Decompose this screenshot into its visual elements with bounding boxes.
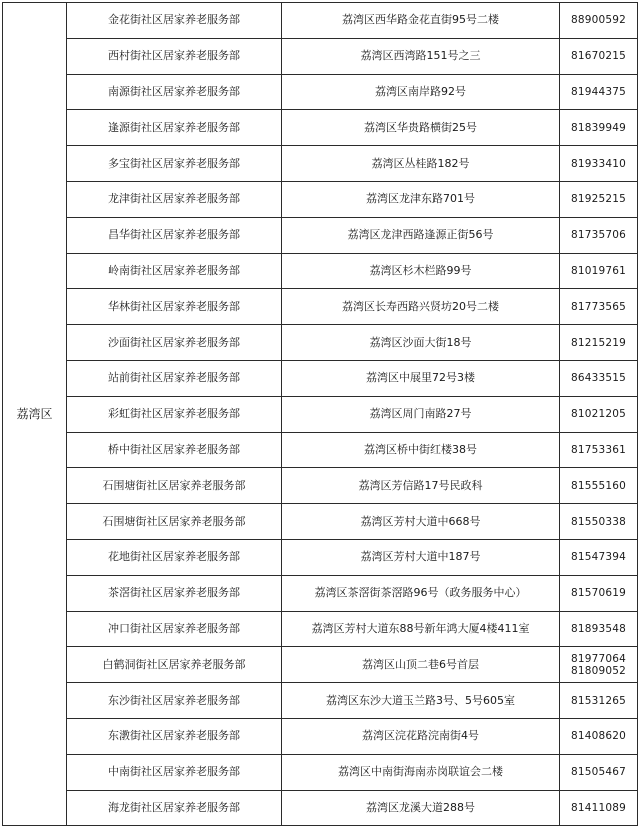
service-name-cell: 茶滘街社区居家养老服务部: [67, 575, 282, 611]
service-name-cell: 岭南街社区居家养老服务部: [67, 253, 282, 289]
phone-cell: [560, 396, 638, 432]
phone-number: 81531265: [570, 694, 627, 707]
phone-number: 81570619: [570, 587, 627, 600]
table-row: [3, 718, 638, 754]
address-cell: 荔湾区龙溪大道288号: [282, 790, 560, 826]
phone-number: 88900592: [570, 14, 627, 27]
service-name-cell: 东沙街社区居家养老服务部: [67, 683, 282, 719]
table-row: [3, 146, 638, 182]
phone-cell: [560, 38, 638, 74]
address-cell: 荔湾区沙面大街18号: [282, 325, 560, 361]
phone-number: 81411089: [570, 801, 627, 814]
phone-cell: [560, 611, 638, 647]
address-cell: 荔湾区西华路金花直街95号二楼: [282, 3, 560, 39]
table-row: [3, 647, 638, 683]
address-cell: 荔湾区中南街海南赤岗联谊会二楼: [282, 754, 560, 790]
phone-cell: [560, 74, 638, 110]
phone-number: 81773565: [570, 300, 627, 313]
address-cell: 荔湾区丛桂路182号: [282, 146, 560, 182]
address-cell: 荔湾区芳村大道中187号: [282, 539, 560, 575]
phone-number: 81550338: [570, 515, 627, 528]
service-name-cell: 南源街社区居家养老服务部: [67, 74, 282, 110]
service-name-cell: 桥中街社区居家养老服务部: [67, 432, 282, 468]
address-cell: 荔湾区芳村大道中668号: [282, 504, 560, 540]
table-row: [3, 38, 638, 74]
phone-number: 81977064: [570, 652, 627, 665]
phone-cell: [560, 253, 638, 289]
address-cell: 荔湾区浣花路浣南街4号: [282, 718, 560, 754]
phone-number: 81555160: [570, 479, 627, 492]
service-name-cell: 东漖街社区居家养老服务部: [67, 718, 282, 754]
table-row: [3, 253, 638, 289]
phone-cell: [560, 683, 638, 719]
phone-number: 81925215: [570, 193, 627, 206]
phone-cell: [560, 325, 638, 361]
service-name-cell: 彩虹街社区居家养老服务部: [67, 396, 282, 432]
phone-cell: [560, 3, 638, 39]
address-cell: 荔湾区长寿西路兴贤坊20号二楼: [282, 289, 560, 325]
phone-cell: [560, 754, 638, 790]
service-name-cell: 海龙街社区居家养老服务部: [67, 790, 282, 826]
phone-cell: [560, 146, 638, 182]
phone-cell: [560, 360, 638, 396]
service-name-cell: 西村街社区居家养老服务部: [67, 38, 282, 74]
phone-number: 81021205: [570, 408, 627, 421]
service-name-cell: 华林街社区居家养老服务部: [67, 289, 282, 325]
service-directory-table: [2, 2, 638, 826]
service-name-cell: 龙津街社区居家养老服务部: [67, 181, 282, 217]
table-row: [3, 110, 638, 146]
service-name-cell: 昌华街社区居家养老服务部: [67, 217, 282, 253]
phone-cell: [560, 647, 638, 683]
table-row: [3, 360, 638, 396]
service-name-cell: 中南街社区居家养老服务部: [67, 754, 282, 790]
table-row: [3, 539, 638, 575]
phone-number: 81735706: [570, 229, 627, 242]
phone-number: 81839949: [570, 121, 627, 134]
phone-number: 81505467: [570, 766, 627, 779]
service-name-cell: 逢源街社区居家养老服务部: [67, 110, 282, 146]
phone-number: 81753361: [570, 443, 627, 456]
address-cell: 荔湾区南岸路92号: [282, 74, 560, 110]
table-body: [3, 3, 638, 826]
phone-number: 81019761: [570, 264, 627, 277]
table-row: [3, 3, 638, 39]
service-name-cell: 石围塘街社区居家养老服务部: [67, 468, 282, 504]
phone-cell: [560, 217, 638, 253]
phone-cell: [560, 289, 638, 325]
address-cell: 荔湾区茶滘街茶滘路96号（政务服务中心）: [282, 575, 560, 611]
service-name-cell: 花地街社区居家养老服务部: [67, 539, 282, 575]
table-row: [3, 683, 638, 719]
phone-number: 81809052: [570, 664, 627, 677]
address-cell: 荔湾区西湾路151号之三: [282, 38, 560, 74]
phone-cell: [560, 432, 638, 468]
phone-cell: [560, 575, 638, 611]
table-row: [3, 217, 638, 253]
table-row: [3, 432, 638, 468]
phone-number: 81944375: [570, 85, 627, 98]
district-cell: 荔湾区: [3, 3, 67, 826]
table-row: [3, 468, 638, 504]
phone-cell: [560, 539, 638, 575]
table-row: [3, 504, 638, 540]
table-row: [3, 396, 638, 432]
address-cell: 荔湾区杉木栏路99号: [282, 253, 560, 289]
phone-cell: [560, 181, 638, 217]
phone-number: 81408620: [570, 730, 627, 743]
address-cell: 荔湾区龙津东路701号: [282, 181, 560, 217]
phone-cell: [560, 110, 638, 146]
phone-number: 86433515: [570, 372, 627, 385]
service-name-cell: 白鹤洞街社区居家养老服务部: [67, 647, 282, 683]
service-name-cell: 站前街社区居家养老服务部: [67, 360, 282, 396]
phone-number: 81893548: [570, 622, 627, 635]
phone-number: 81670215: [570, 50, 627, 63]
address-cell: 荔湾区周门南路27号: [282, 396, 560, 432]
table-row: [3, 325, 638, 361]
table-row: [3, 74, 638, 110]
address-cell: 荔湾区东沙大道玉兰路3号、5号605室: [282, 683, 560, 719]
phone-cell: [560, 790, 638, 826]
service-name-cell: 多宝街社区居家养老服务部: [67, 146, 282, 182]
service-name-cell: 冲口街社区居家养老服务部: [67, 611, 282, 647]
table-row: [3, 181, 638, 217]
phone-number: 81215219: [570, 336, 627, 349]
phone-cell: [560, 504, 638, 540]
phone-number: 81933410: [570, 157, 627, 170]
address-cell: 荔湾区芳村大道东88号新年鸿大厦4楼411室: [282, 611, 560, 647]
service-name-cell: 金花街社区居家养老服务部: [67, 3, 282, 39]
address-cell: 荔湾区华贵路横街25号: [282, 110, 560, 146]
table-row: [3, 575, 638, 611]
address-cell: 荔湾区龙津西路逢源正街56号: [282, 217, 560, 253]
table-row: [3, 289, 638, 325]
address-cell: 荔湾区中展里72号3楼: [282, 360, 560, 396]
phone-cell: [560, 718, 638, 754]
service-name-cell: 沙面街社区居家养老服务部: [67, 325, 282, 361]
address-cell: 荔湾区桥中街红楼38号: [282, 432, 560, 468]
address-cell: 荔湾区芳信路17号民政科: [282, 468, 560, 504]
table-row: [3, 611, 638, 647]
service-name-cell: 石围塘街社区居家养老服务部: [67, 504, 282, 540]
address-cell: 荔湾区山顶二巷6号首层: [282, 647, 560, 683]
table-row: [3, 754, 638, 790]
phone-cell: [560, 468, 638, 504]
table-row: [3, 790, 638, 826]
phone-number: 81547394: [570, 551, 627, 564]
